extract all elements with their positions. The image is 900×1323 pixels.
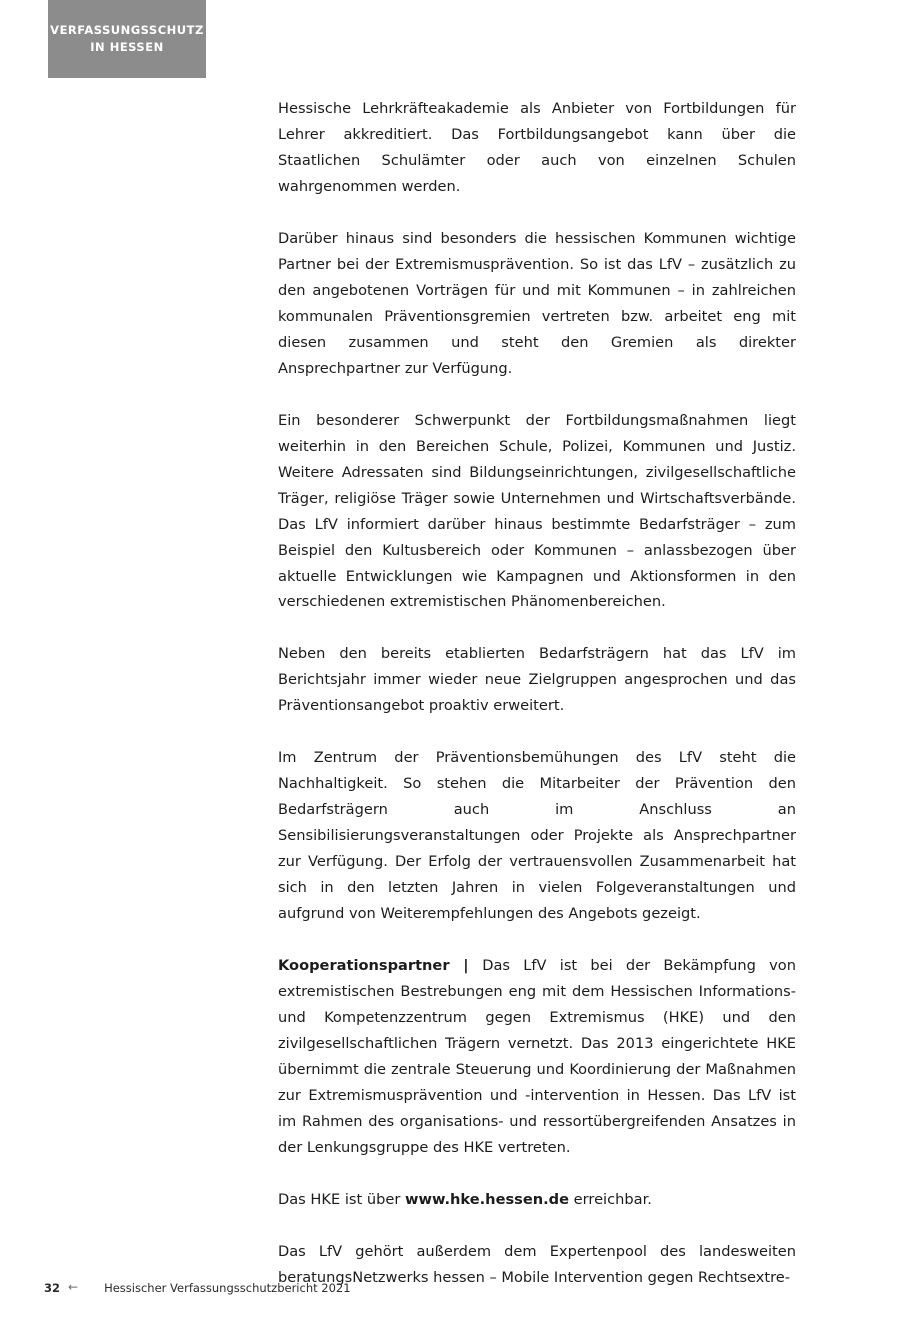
paragraph: Darüber hinaus sind besonders die hessischen Kommunen wichtige Partner bei der Extremismusprävention. So ist das LfV – zusätzlich zu den angebotenen Vorträgen für und mit Kommunen – in zahlreichen kommunalen Präventionsgremien vertreten bzw. arbeitet eng mit diesen zusammen und steht den Gremien als direkter Ansprechpartner zur Verfügung. [278, 229, 796, 377]
page-number: 32 [44, 1281, 61, 1295]
header-tab-verfassungsschutz [48, 0, 206, 78]
paragraph: Im Zentrum der Präventionsbemühungen des LfV steht die Nachhaltigkeit. So stehen die Mitarbeiter der Prävention den Bedarfsträgern auch im Anschluss an Sensibilisierungsveranstaltungen oder Projekte als Ansprechpartner zur Verfügung. Der Erfolg der vertrauensvollen Zusammenarbeit hat sich in den letzten Jahren in vielen Folgeveranstaltungen und aufgrund von Weiterempfehlungen des Angebots gezeigt. [278, 749, 796, 923]
hke-website-link[interactable]: www.hke.hessen.de [404, 1190, 570, 1208]
document-title: Hessischer Verfassungsschutzbericht 2021 [104, 1281, 351, 1295]
footer [44, 1281, 351, 1295]
hke-text-after: erreichbar. [569, 1190, 652, 1208]
hke-text-before: Das HKE ist über [278, 1190, 405, 1208]
paragraph-cooperation-partners [278, 953, 796, 1161]
paragraph: Ein besonderer Schwerpunkt der Fortbildungsmaßnahmen liegt weiterhin in den Bereichen Schule, Polizei, Kommunen und Justiz. Weitere Adressaten sind Bildungseinrichtungen, zivilgesellschaftliche Träger, religiöse Träger sowie Unternehmen und Wirtschaftsverbände. Das LfV informiert darüber hinaus bestimmte Bedarfsträger – zum Beispiel den Kultusbereich oder Kommunen – anlassbezogen über aktuelle Entwicklungen wie Kampagnen und Aktionsformen in den verschiedenen extremistischen Phänomenbereichen. [278, 411, 796, 611]
paragraph-continued: Das LfV gehört außerdem dem Expertenpool des landesweiten beratungsNetzwerks hessen – Mobile Intervention gegen Rechtsextre- [278, 1242, 796, 1286]
paragraph: Hessische Lehrkräfteakademie als Anbieter von Fortbildungen für Lehrer akkreditiert. Das Fortbildungsangebot kann über die Staatlichen Schulämter oder auch von einzelnen Schulen wahrgenommen werden. [278, 100, 796, 195]
cooperation-text: Das LfV ist bei der Bekämpfung von extremistischen Bestrebungen eng mit dem Hessischen Informations- und Kompetenzzentrum gegen Extremismus (HKE) und den zivilgesellschaftlichen Trägern vernetzt. Das 2013 eingerichtete HKE übernimmt die zentrale Steuerung und Koordinierung der Maßnahmen zur Extremismusprävention und -intervention in Hessen. Das LfV ist im Rahmen des organisations- und ressortübergreifenden Ansatzes in der Lenkungsgruppe des HKE vertreten. [278, 957, 796, 1156]
header-tab-line1: VERFASSUNGSSCHUTZ [50, 23, 204, 38]
arrow-left-icon: ← [68, 1280, 79, 1294]
paragraph: Neben den bereits etablierten Bedarfsträgern hat das LfV im Berichtsjahr immer wieder neue Zielgruppen angesprochen und das Präventionsangebot proaktiv erweitert. [278, 645, 796, 715]
page-body [278, 96, 796, 1291]
cooperation-lead-in: Kooperationspartner | [278, 957, 483, 975]
header-tab-line2: IN HESSEN [90, 40, 164, 54]
paragraph-hke-website [278, 1187, 796, 1213]
